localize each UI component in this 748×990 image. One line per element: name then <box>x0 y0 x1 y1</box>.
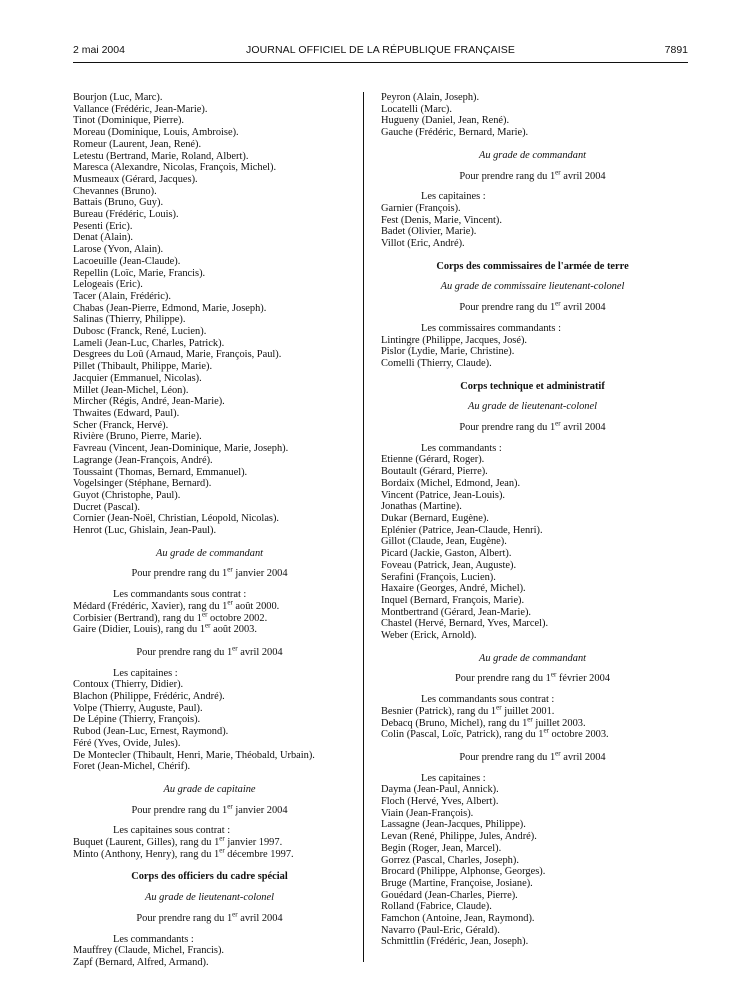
list-item: Gorrez (Pascal, Charles, Joseph). <box>381 854 519 866</box>
list-item: Lagrange (Jean-François, André). <box>73 454 213 466</box>
list-item: Mircher (Régis, André, Jean-Marie). <box>73 396 225 408</box>
name-list <box>73 834 346 860</box>
list-item: Picard (Jackie, Gaston, Albert). <box>381 548 512 560</box>
list-item: Lelogeais (Eric). <box>73 279 143 291</box>
list-item: Battais (Bruno, Guy). <box>73 197 164 209</box>
category-label: Les capitaines : <box>113 667 178 679</box>
page-header <box>73 44 688 60</box>
list-item: Badet (Olivier, Marie). <box>381 226 477 238</box>
list-item: Vogelsinger (Stéphane, Bernard). <box>73 478 212 490</box>
list-item: Jacquier (Emmanuel, Nicolas). <box>73 372 202 384</box>
list-item: Dayma (Jean-Paul, Annick). <box>381 784 499 796</box>
list-item: Féré (Yves, Ovide, Jules). <box>73 737 181 749</box>
name-list <box>381 784 684 948</box>
list-item: Schmittlin (Frédéric, Jean, Joseph). <box>381 936 529 948</box>
list-item: Foveau (Patrick, Jean, Auguste). <box>381 559 517 571</box>
list-item: Toussaint (Thomas, Bernard, Emmanuel). <box>73 466 248 478</box>
list-item: Corbisier (Bertrand), rang du 1er octobre 2002. <box>73 610 268 624</box>
list-item: Pesenti (Eric). <box>73 220 133 232</box>
list-item: Blachon (Philippe, Frédéric, André). <box>73 691 225 703</box>
rank-date: Pour prendre rang du 1er avril 2004 <box>459 749 606 763</box>
list-item: Maresca (Alexandre, Nicolas, François, Michel). <box>73 162 277 174</box>
list-item: Denat (Alain). <box>73 232 134 244</box>
list-item: Peyron (Alain, Joseph). <box>381 92 480 103</box>
list-item: Moreau (Dominique, Louis, Ambroise). <box>73 127 239 139</box>
list-item: Contoux (Thierry, Didier). <box>73 679 184 691</box>
right-column <box>381 92 684 948</box>
list-item: Rivière (Bruno, Pierre, Marie). <box>73 431 202 443</box>
header-rule <box>73 62 688 63</box>
list-item: Locatelli (Marc). <box>381 103 452 115</box>
list-item: Inquel (Bernard, François, Marie). <box>381 594 525 606</box>
list-item: Bourjon (Luc, Marc). <box>73 92 163 103</box>
name-list <box>73 679 346 773</box>
list-item: Pislor (Lydie, Marie, Christine). <box>381 346 515 358</box>
list-item: Boutault (Gérard, Pierre). <box>381 466 488 478</box>
list-item: Eplénier (Patrice, Jean-Claude, Henri). <box>381 524 543 536</box>
list-item: Besnier (Patrick), rang du 1er juillet 2001. <box>381 703 555 717</box>
name-list <box>73 92 346 537</box>
list-item: Zapf (Bernard, Alfred, Armand). <box>73 957 209 968</box>
list-item: Bureau (Frédéric, Louis). <box>73 209 179 221</box>
list-item: Fest (Denis, Marie, Vincent). <box>381 214 502 226</box>
corps-heading: Corps technique et administratif <box>460 380 605 392</box>
list-item: Jonathas (Martine). <box>381 501 462 513</box>
rank-date: Pour prendre rang du 1er février 2004 <box>455 670 610 685</box>
list-item: Etienne (Gérard, Roger). <box>381 454 485 466</box>
category-label: Les capitaines : <box>421 772 486 784</box>
rank-date: Pour prendre rang du 1er avril 2004 <box>459 419 606 434</box>
list-item: Chevannes (Bruno). <box>73 185 157 197</box>
corps-heading: Corps des officiers du cadre spécial <box>131 871 288 883</box>
list-item: Favreau (Vincent, Jean-Dominique, Marie, Joseph). <box>73 443 289 455</box>
list-item: De Lépine (Thierry, François). <box>73 714 201 726</box>
list-item: Scher (Franck, Hervé). <box>73 419 169 431</box>
category-label: Les commissaires commandants : <box>421 322 561 334</box>
list-item: Larose (Yvon, Alain). <box>73 244 164 256</box>
list-item: Villot (Eric, André). <box>381 238 465 250</box>
list-item: Famchon (Antoine, Jean, Raymond). <box>381 913 535 925</box>
list-item: Buquet (Laurent, Gilles), rang du 1er janvier 1997. <box>73 834 283 849</box>
issue-date: 2 mai 2004 <box>73 44 125 56</box>
list-item: Dubosc (Franck, René, Lucien). <box>73 326 207 338</box>
name-list <box>73 945 346 968</box>
category-label: Les capitaines sous contrat : <box>113 825 231 837</box>
list-item: Levan (René, Philippe, Jules, André). <box>381 831 537 843</box>
list-item: Navarro (Paul-Eric, Gérald). <box>381 924 500 936</box>
rank-date: Pour prendre rang du 1er avril 2004 <box>459 168 606 182</box>
rank-date: Pour prendre rang du 1er janvier 2004 <box>131 565 288 580</box>
list-item: Cornier (Jean-Noël, Christian, Léopold, Nicolas). <box>73 513 280 525</box>
list-item: Lacoeuille (Jean-Claude). <box>73 255 181 267</box>
list-item: Minto (Anthony, Henry), rang du 1er décembre 1997. <box>73 846 294 860</box>
name-list <box>381 703 684 741</box>
rank-date: Pour prendre rang du 1er avril 2004 <box>136 644 283 658</box>
category-label: Les commandants : <box>421 442 502 454</box>
list-item: Salinas (Thierry, Philippe). <box>73 314 186 326</box>
list-item: Mauffrey (Claude, Michel, Francis). <box>73 945 225 957</box>
list-item: Gillot (Claude, Jean, Eugène). <box>381 536 507 548</box>
left-column <box>73 92 346 969</box>
list-item: Begin (Roger, Jean, Marcel). <box>381 842 502 854</box>
list-item: Letestu (Bertrand, Marie, Roland, Albert). <box>73 150 249 162</box>
name-list <box>381 92 684 139</box>
list-item: Romeur (Laurent, Jean, René). <box>73 138 202 150</box>
list-item: Foret (Jean-Michel, Chérif). <box>73 761 191 773</box>
list-item: Gaire (Didier, Louis), rang du 1er août 2003. <box>73 621 257 636</box>
corps-heading: Corps des commissaires de l'armée de terre <box>436 260 629 272</box>
list-item: Brocard (Philippe, Alphonse, Georges). <box>381 866 546 878</box>
list-item: Vallance (Frédéric, Jean-Marie). <box>73 103 208 115</box>
list-item: Bruge (Martine, Françoise, Josiane). <box>381 877 533 889</box>
list-item: Hugueny (Daniel, Jean, René). <box>381 115 510 127</box>
grade-heading: Au grade de commandant <box>478 149 587 161</box>
name-list <box>381 203 684 250</box>
list-item: Gauche (Frédéric, Bernard, Marie). <box>381 127 529 139</box>
list-item: Gouédard (Jean-Charles, Pierre). <box>381 889 518 901</box>
list-item: Guyot (Christophe, Paul). <box>73 489 181 501</box>
list-item: Vincent (Patrice, Jean-Louis). <box>381 489 506 501</box>
list-item: Ducret (Pascal). <box>73 501 140 513</box>
list-item: Haxaire (Georges, André, Michel). <box>381 583 526 595</box>
list-item: Dukar (Bernard, Eugène). <box>381 512 489 524</box>
journal-title: JOURNAL OFFICIEL DE LA RÉPUBLIQUE FRANÇAISE <box>246 44 515 56</box>
list-item: Rolland (Fabrice, Claude). <box>381 901 492 913</box>
name-list <box>73 598 346 636</box>
list-item: Weber (Erick, Arnold). <box>381 630 477 642</box>
list-item: Floch (Hervé, Yves, Albert). <box>381 796 499 808</box>
name-list <box>381 335 684 370</box>
list-item: Lassagne (Jean-Jacques, Philippe). <box>381 819 526 831</box>
grade-heading: Au grade de commandant <box>155 547 264 559</box>
list-item: Lameli (Jean-Luc, Charles, Patrick). <box>73 337 225 349</box>
list-item: Henrot (Luc, Ghislain, Jean-Paul). <box>73 525 217 537</box>
list-item: Viain (Jean-François). <box>381 807 474 819</box>
list-item: Montbertrand (Gérard, Jean-Marie). <box>381 606 532 618</box>
rank-date: Pour prendre rang du 1er janvier 2004 <box>131 802 288 816</box>
column-separator <box>363 92 364 962</box>
list-item: Tinot (Dominique, Pierre). <box>73 115 185 127</box>
category-label: Les capitaines : <box>421 191 486 203</box>
grade-heading: Au grade de capitaine <box>163 783 256 795</box>
grade-heading: Au grade de commissaire lieutenant-colonel <box>440 281 625 293</box>
list-item: Volpe (Thierry, Auguste, Paul). <box>73 702 203 714</box>
list-item: Thwaites (Edward, Paul). <box>73 407 180 419</box>
category-label: Les commandants sous contrat : <box>113 589 247 601</box>
list-item: Garnier (François). <box>381 202 461 214</box>
list-item: Musmeaux (Gérard, Jacques). <box>73 173 198 185</box>
grade-heading: Au grade de commandant <box>478 652 587 664</box>
page-number: 7891 <box>664 44 688 56</box>
name-list <box>381 454 684 641</box>
list-item: Chastel (Hervé, Bernard, Yves, Marcel). <box>381 618 549 630</box>
list-item: Repellin (Loïc, Marie, Francis). <box>73 267 206 279</box>
list-item: Pillet (Thibault, Philippe, Marie). <box>73 361 213 373</box>
rank-date: Pour prendre rang du 1er avril 2004 <box>136 910 283 924</box>
list-item: Rubod (Jean-Luc, Ernest, Raymond). <box>73 726 229 738</box>
list-item: Chabas (Jean-Pierre, Edmond, Marie, Joseph). <box>73 302 267 314</box>
list-item: Desgrees du Loû (Arnaud, Marie, François, Paul). <box>73 349 282 361</box>
list-item: Serafini (François, Lucien). <box>381 571 496 583</box>
list-item: Debacq (Bruno, Michel), rang du 1er juillet 2003. <box>381 715 586 729</box>
list-item: Médard (Frédéric, Xavier), rang du 1er août 2000. <box>73 598 280 612</box>
list-item: Colin (Pascal, Loïc, Patrick), rang du 1er octobre 2003. <box>381 726 609 741</box>
rank-date: Pour prendre rang du 1er avril 2004 <box>459 299 606 314</box>
list-item: Millet (Jean-Michel, Léon). <box>73 384 189 396</box>
list-item: Bordaix (Michel, Edmond, Jean). <box>381 477 521 489</box>
category-label: Les commandants : <box>113 933 194 945</box>
list-item: Tacer (Alain, Frédéric). <box>73 290 171 302</box>
category-label: Les commandants sous contrat : <box>421 694 555 706</box>
grade-heading: Au grade de lieutenant-colonel <box>145 892 274 904</box>
list-item: Lintingre (Philippe, Jacques, José). <box>381 334 528 346</box>
list-item: Comelli (Thierry, Claude). <box>381 357 492 369</box>
list-item: De Montecler (Thibault, Henri, Marie, Théobald, Urbain). <box>73 749 315 761</box>
grade-heading: Au grade de lieutenant-colonel <box>468 401 597 413</box>
